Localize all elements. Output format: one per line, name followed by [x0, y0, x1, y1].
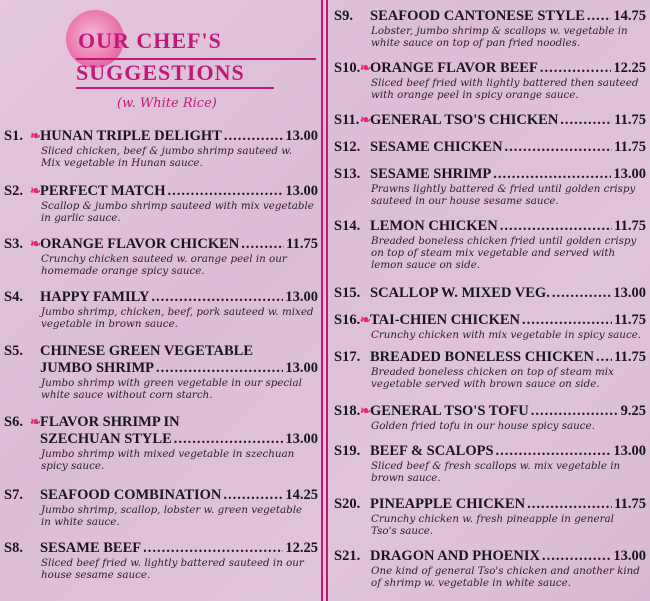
item-number: S8. — [4, 540, 23, 556]
menu-item — [334, 166, 646, 207]
item-number: S4. — [4, 289, 23, 305]
chili-pepper-icon: ❧ — [360, 60, 371, 75]
item-description: Lobster, jumbo shrimp & scallops w. vegetable in white sauce on top of pan fried noodles. — [371, 25, 628, 49]
dot-leader — [168, 183, 284, 200]
item-price: 11.75 — [614, 496, 646, 512]
menu-item-heading — [334, 139, 646, 156]
header-subtitle: (w. White Rice) — [117, 96, 217, 111]
menu-item-heading — [334, 285, 646, 302]
item-number: S2. — [4, 183, 23, 199]
item-description: Crunchy chicken sauteed w. orange peel in our homemade orange spicy sauce. — [41, 253, 287, 277]
item-number: S14. — [334, 218, 361, 234]
menu-item-heading-line2 — [4, 360, 318, 377]
item-number: S3. — [4, 236, 23, 252]
item-description: One kind of general Tso's chicken and another kind of shrimp w. vegetable in white sauce. — [371, 565, 640, 589]
dot-leader — [560, 112, 612, 129]
item-description: Crunchy chicken with mix vegetable in spicy sauce. — [371, 329, 642, 341]
dot-leader — [143, 540, 283, 557]
item-number: S21. — [334, 548, 361, 564]
menu-item-heading — [334, 166, 646, 183]
menu-item — [4, 540, 318, 581]
item-number: S20. — [334, 496, 361, 512]
menu-item-heading — [4, 343, 318, 360]
item-price: 13.00 — [613, 548, 646, 564]
item-price: 13.00 — [285, 289, 318, 305]
menu-item — [334, 312, 646, 341]
menu-header — [4, 0, 318, 115]
chili-pepper-icon: ❧ — [30, 236, 41, 251]
item-number: S6. — [4, 414, 23, 430]
item-price: 14.75 — [613, 8, 646, 24]
menu-item-heading-line2 — [4, 431, 318, 448]
item-number: S18. — [334, 403, 361, 419]
chili-pepper-icon: ❧ — [360, 403, 371, 418]
menu-item-heading — [334, 496, 646, 513]
dot-leader — [223, 487, 283, 504]
menu-item-heading — [334, 548, 646, 565]
menu-item — [4, 414, 318, 472]
chili-pepper-icon: ❧ — [360, 312, 371, 327]
item-name: BREADED BONELESS CHICKEN — [370, 349, 594, 365]
menu-item — [334, 496, 646, 537]
item-price: 13.00 — [285, 360, 318, 376]
item-number: S11. — [334, 112, 360, 128]
item-description: Jumbo shrimp with mixed vegetable in szechuan spicy sauce. — [41, 448, 295, 472]
item-name: SEAFOOD CANTONESE STYLE — [370, 8, 585, 24]
item-price: 13.00 — [613, 443, 646, 459]
item-number: S12. — [334, 139, 361, 155]
column-divider-left — [321, 0, 323, 601]
item-name-continued: JUMBO SHRIMP — [40, 360, 154, 376]
menu-item — [334, 218, 646, 271]
menu-item-heading — [4, 289, 318, 306]
item-price: 13.00 — [285, 431, 318, 447]
item-price: 11.75 — [614, 218, 646, 234]
item-price: 11.75 — [286, 236, 318, 252]
item-description: Sliced beef & fresh scallops w. mix vegetable in brown sauce. — [371, 460, 621, 484]
item-number: S1. — [4, 128, 23, 144]
menu-item — [334, 112, 646, 129]
item-number: S13. — [334, 166, 361, 182]
item-price: 13.00 — [285, 128, 318, 144]
item-price: 14.25 — [285, 487, 318, 503]
dot-leader — [493, 166, 611, 183]
menu-item — [334, 8, 646, 49]
menu-item-heading — [334, 60, 646, 77]
menu-item-heading — [334, 312, 646, 329]
item-name: LEMON CHICKEN — [370, 218, 498, 234]
chili-pepper-icon: ❧ — [30, 128, 41, 143]
header-title-line2: SUGGESTIONS — [76, 60, 245, 85]
menu-item-heading — [334, 403, 646, 420]
item-price: 13.00 — [613, 166, 646, 182]
item-price: 12.25 — [285, 540, 318, 556]
dot-leader — [531, 403, 619, 420]
menu-item-heading — [334, 443, 646, 460]
dot-leader — [596, 349, 612, 366]
item-name: BEEF & SCALOPS — [370, 443, 494, 459]
item-name: HAPPY FAMILY — [40, 289, 150, 305]
dot-leader — [496, 443, 612, 460]
item-description: Breaded boneless chicken fried until golden crispy on top of steam mix vegetable and served with lemon sauce on side. — [371, 235, 637, 271]
dot-leader — [156, 360, 283, 377]
dot-leader — [174, 431, 284, 448]
item-name: PERFECT MATCH — [40, 183, 166, 199]
menu-item — [334, 285, 646, 302]
item-description: Sliced beef fried w. lightly battered sauteed in our house sesame sauce. — [41, 557, 304, 581]
menu-item-heading — [4, 128, 318, 145]
column-divider-right — [326, 0, 328, 601]
menu-item — [334, 548, 646, 589]
item-number: S10. — [334, 60, 361, 76]
item-number: S9. — [334, 8, 353, 24]
item-name: GENERAL TSO'S CHICKEN — [370, 112, 559, 128]
item-name: GENERAL TSO'S TOFU — [370, 403, 529, 419]
item-price: 13.00 — [613, 285, 646, 301]
menu-item-heading — [334, 218, 646, 235]
item-price: 11.75 — [614, 312, 646, 328]
item-name: TAI-CHIEN CHICKEN — [370, 312, 520, 328]
menu-item — [334, 443, 646, 484]
item-description: Jumbo shrimp with green vegetable in our special white sauce without corn starch. — [41, 377, 302, 401]
item-number: S5. — [4, 343, 23, 359]
menu-item-heading — [334, 112, 646, 129]
menu-item-heading — [4, 540, 318, 557]
chili-pepper-icon: ❧ — [30, 414, 41, 429]
menu-item — [334, 139, 646, 156]
dot-leader — [505, 139, 613, 156]
item-number: S17. — [334, 349, 361, 365]
item-name-continued: SZECHUAN STYLE — [40, 431, 172, 447]
item-name: SESAME CHICKEN — [370, 139, 503, 155]
menu-item-heading — [4, 414, 318, 431]
item-description: Scallop & jumbo shrimp sauteed with mix vegetable in garlic sauce. — [41, 200, 314, 224]
item-description: Prawns lightly battered & fried until golden crispy sauteed in our house sesame sauce. — [371, 183, 636, 207]
menu-item-heading — [4, 487, 318, 504]
menu-item-heading — [334, 349, 646, 366]
item-name: PINEAPPLE CHICKEN — [370, 496, 526, 512]
item-name: SCALLOP W. MIXED VEG. — [370, 285, 550, 301]
item-name: DRAGON AND PHOENIX — [370, 548, 540, 564]
header-rule-bottom — [76, 87, 274, 89]
menu-item — [4, 487, 318, 528]
menu-item — [4, 236, 318, 277]
item-price: 11.75 — [614, 139, 646, 155]
item-description: Sliced beef fried with lightly battered then sauteed with orange peel in spicy orange sauce. — [371, 77, 639, 101]
menu-item — [4, 183, 318, 224]
menu-item — [4, 289, 318, 330]
item-price: 11.75 — [614, 112, 646, 128]
item-description: Sliced chicken, beef & jumbo shrimp sauteed w. Mix vegetable in Hunan sauce. — [41, 145, 293, 169]
item-price: 9.25 — [620, 403, 646, 419]
item-description: Jumbo shrimp, chicken, beef, pork sauteed w. mixed vegetable in brown sauce. — [41, 306, 314, 330]
item-number: S15. — [334, 285, 361, 301]
item-name: SESAME SHRIMP — [370, 166, 492, 182]
dot-leader — [151, 289, 283, 306]
item-name: CHINESE GREEN VEGETABLE — [40, 343, 253, 359]
item-name: ORANGE FLAVOR CHICKEN — [40, 236, 240, 252]
item-description: Jumbo shrimp, scallop, lobster w. green vegetable in white sauce. — [41, 504, 303, 528]
menu-item-heading — [4, 236, 318, 253]
item-description: Crunchy chicken w. fresh pineapple in general Tso's sauce. — [371, 513, 614, 537]
item-number: S16. — [334, 312, 361, 328]
item-number: S19. — [334, 443, 361, 459]
menu-item — [334, 60, 646, 101]
dot-leader — [542, 548, 611, 565]
header-title-line1: OUR CHEF'S — [78, 28, 222, 53]
item-description: Breaded boneless chicken on top of steam mix vegetable served with brown sauce on side. — [371, 366, 614, 390]
menu-item — [334, 349, 646, 390]
dot-leader — [522, 312, 612, 329]
item-name: SESAME BEEF — [40, 540, 142, 556]
dot-leader — [587, 8, 612, 25]
dot-leader — [527, 496, 612, 513]
dot-leader — [241, 236, 284, 253]
item-number: S7. — [4, 487, 23, 503]
dot-leader — [500, 218, 612, 235]
dot-leader — [540, 60, 612, 77]
item-price: 11.75 — [614, 349, 646, 365]
item-name: FLAVOR SHRIMP IN — [40, 414, 180, 430]
item-name: SEAFOOD COMBINATION — [40, 487, 222, 503]
menu-item — [334, 403, 646, 432]
menu-item — [4, 128, 318, 169]
chili-pepper-icon: ❧ — [360, 112, 371, 127]
item-price: 13.00 — [285, 183, 318, 199]
item-name: HUNAN TRIPLE DELIGHT — [40, 128, 222, 144]
item-description: Golden fried tofu in our house spicy sauce. — [371, 420, 595, 432]
menu-item-heading — [4, 183, 318, 200]
dot-leader — [224, 128, 284, 145]
menu-item — [4, 343, 318, 401]
chili-pepper-icon: ❧ — [30, 183, 41, 198]
dot-leader — [552, 285, 612, 302]
item-price: 12.25 — [613, 60, 646, 76]
item-name: ORANGE FLAVOR BEEF — [370, 60, 538, 76]
menu-item-heading — [334, 8, 646, 25]
